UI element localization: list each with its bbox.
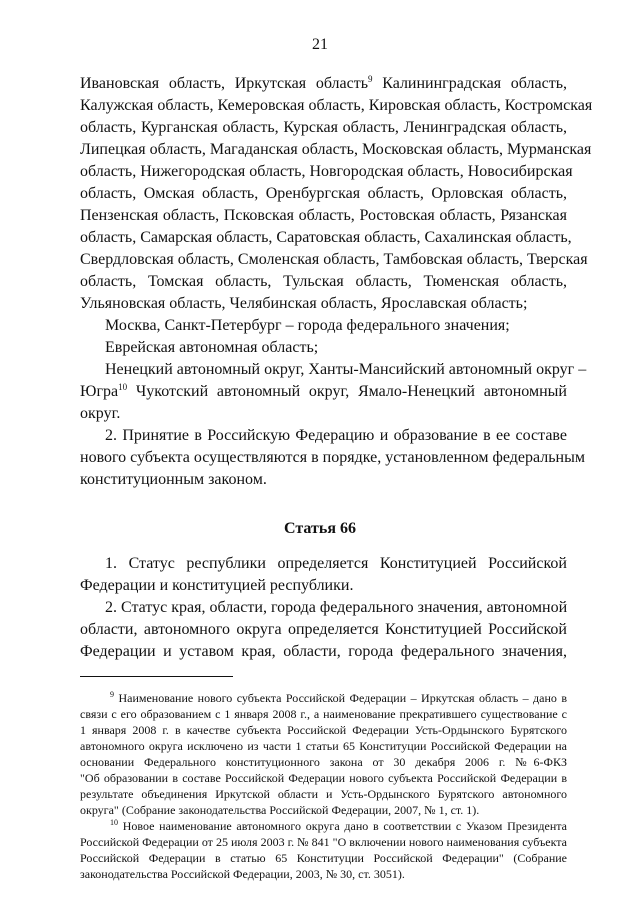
body-line: [80, 382, 567, 402]
body-line: 2. Принятие в Российскую Федерацию и образование в ее составе: [105, 427, 567, 444]
body-line: Свердловская область, Смоленская область, Тамбовская область, Тверская: [80, 251, 588, 268]
page-number: 21: [312, 36, 328, 53]
body-text: Чукотский автономный округ, Ямало-Ненецкий автономный: [127, 383, 567, 400]
body-text: Ивановская область, Иркутская область: [80, 75, 369, 92]
body-line: округ.: [80, 405, 121, 422]
body-line: Липецкая область, Магаданская область, Московская область, Мурманская: [80, 141, 592, 158]
body-line: [80, 74, 567, 94]
body-line: Калужская область, Кемеровская область, Кировская область, Костромская: [80, 97, 593, 114]
body-line: Москва, Санкт-Петербург – города федерального значения;: [105, 317, 510, 334]
body-line: область, Омская область, Оренбургская область, Орловская область,: [80, 185, 567, 202]
body-line: область, Самарская область, Саратовская область, Сахалинская область,: [80, 229, 572, 246]
footnote-line: автономного округа исключено из части 1 статьи 65 Конституции Российской Федерации на: [80, 739, 567, 753]
footnote-line: округа" (Собрание законодательства Российской Федерации, 2007, № 1, ст. 1).: [80, 803, 480, 817]
body-line: нового субъекта осуществляются в порядке, установленном федеральным: [80, 449, 585, 466]
article-line: 2. Статус края, области, города федерального значения, автономной: [105, 599, 568, 616]
article-line: 1. Статус республики определяется Конституцией Российской: [105, 555, 567, 572]
body-line: Еврейская автономная область;: [105, 339, 319, 356]
footnote-line: результате объединения Иркутской области и Усть-Ордынского Бурятского автономного: [80, 787, 567, 801]
footnote-line: Российской Федерации в статью 65 Конституции Российской Федерации" (Собрание: [80, 851, 567, 865]
footnote-mark-10: 10: [110, 818, 118, 827]
body-line: Ульяновская область, Челябинская область, Ярославская область;: [80, 295, 528, 312]
footnote-separator: [80, 676, 233, 677]
article-heading: Статья 66: [284, 520, 356, 537]
footnote-line: Российской Федерации от 25 июля 2003 г. № 841 "О включении нового наименования субъекта: [80, 835, 567, 849]
body-line: Пензенская область, Псковская область, Ростовская область, Рязанская: [80, 207, 567, 224]
article-line: области, автономного округа определяется Конституцией Российской: [80, 621, 567, 638]
footnote-line: [110, 818, 567, 834]
footnote-line: [110, 690, 567, 706]
body-line: конституционным законом.: [80, 471, 267, 488]
footnote-line: 1 января 2008 г. в качестве субъекта Российской Федерации Усть-Ордынского Бурятского: [80, 723, 567, 737]
footnote-line: связи с его образованием с 1 января 2008 г., а наименование прекратившего существование с: [80, 707, 567, 721]
body-line: область, Томская область, Тульская область, Тюменская область,: [80, 273, 567, 290]
body-text: Калининградская область,: [372, 75, 568, 92]
footnote-text: Новое наименование автономного округа дано в соответствии с Указом Президента: [122, 819, 568, 833]
body-line: область, Курганская область, Курская область, Ленинградская область,: [80, 119, 567, 136]
footnote-line: "Об образовании в составе Российской Федерации нового субъекта Российской Федерации в: [80, 771, 567, 785]
footnote-mark-9: 9: [110, 690, 114, 699]
footnote-ref-10: 10: [118, 382, 128, 392]
article-line: Федерации и конституцией республики.: [80, 577, 354, 594]
body-text: Югра: [80, 383, 119, 400]
body-line: Ненецкий автономный округ, Ханты-Мансийский автономный округ –: [105, 361, 587, 378]
footnote-ref-9: 9: [368, 74, 373, 84]
footnote-line: основании Федерального конституционного закона от 30 декабря 2006 г. №6-ФКЗ: [80, 755, 567, 769]
footnote-line: законодательства Российской Федерации, 2003, № 30, ст. 3051).: [80, 867, 405, 881]
article-line: Федерации и уставом края, области, города федерального значения,: [80, 643, 567, 660]
footnote-text: Наименование нового субъекта Российской Федерации – Иркутская область – дано в: [118, 691, 568, 705]
body-line: область, Нижегородская область, Новгородская область, Новосибирская: [80, 163, 573, 180]
